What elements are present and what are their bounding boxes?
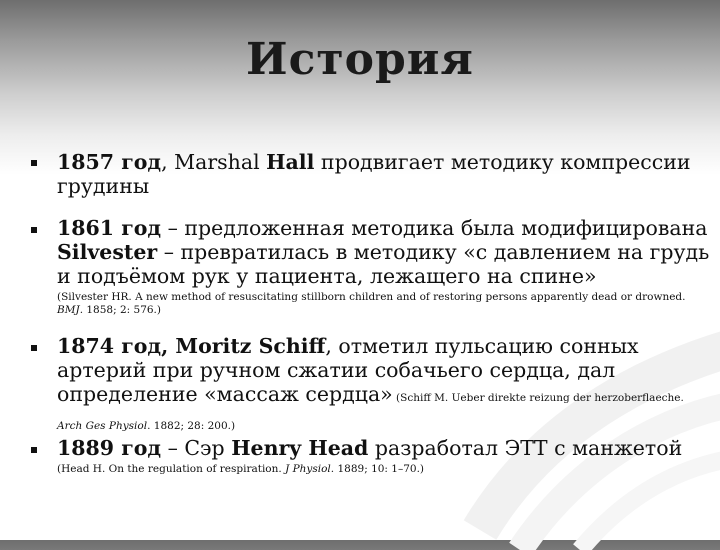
item-text: разработал ЭТТ с манжетой — [368, 436, 683, 460]
item-text: , отметил пульсацию сонных артерий при ручном сжатии собачьего сердца, дал определение «массаж сердца» — [57, 334, 639, 406]
ref-tail: . 1889; 10: 1–70.) — [330, 463, 425, 475]
item-name: Moritz Schiff — [175, 334, 326, 358]
item-text: – предложенная методика была модифицирована — [161, 216, 708, 240]
bullet-marker — [31, 345, 37, 351]
item-name: Silvester — [57, 240, 158, 264]
item-year: 1861 год — [57, 216, 162, 240]
bullet-marker — [31, 160, 37, 166]
item-text: , Marshal — [161, 150, 267, 174]
item-year: 1889 год — [57, 436, 162, 460]
item-reference — [57, 463, 712, 476]
item-name: Hall — [266, 150, 315, 174]
ref-journal: BMJ — [57, 304, 80, 316]
ref-journal: Arch Ges Physiol — [57, 420, 148, 432]
list-item — [57, 436, 712, 476]
ref-tail: . 1858; 2: 576.) — [79, 304, 161, 316]
item-year: 1874 год, — [57, 334, 176, 358]
list-item — [57, 150, 712, 198]
ref-text: (Head H. On the regulation of respiration. — [57, 463, 286, 475]
page-title: История — [246, 34, 474, 85]
ref-tail: . 1882; 28: 200.) — [147, 420, 236, 432]
item-text: – Сэр — [161, 436, 232, 460]
bullet-marker — [31, 227, 37, 233]
ref-text: (Silvester HR. A new method of resuscitating stillborn children and of restoring persons apparently dead or drowned. — [57, 291, 686, 303]
item-name: Henry Head — [231, 436, 369, 460]
item-reference — [57, 291, 712, 317]
list-item — [57, 334, 712, 438]
item-year: 1857 год — [57, 150, 162, 174]
item-text: продвигает методику компрессии грудины — [57, 150, 691, 198]
list-item — [57, 216, 712, 317]
ref-text: (Schiff M. Ueber direkte reizung der herzoberflaeche. — [392, 392, 684, 404]
item-text: – превратилась в методику «с давлением на грудь и подъёмом рук у пациента, лежащего на спине» — [57, 240, 710, 288]
ref-journal: J Physiol — [285, 463, 331, 475]
bullet-marker — [31, 447, 37, 453]
